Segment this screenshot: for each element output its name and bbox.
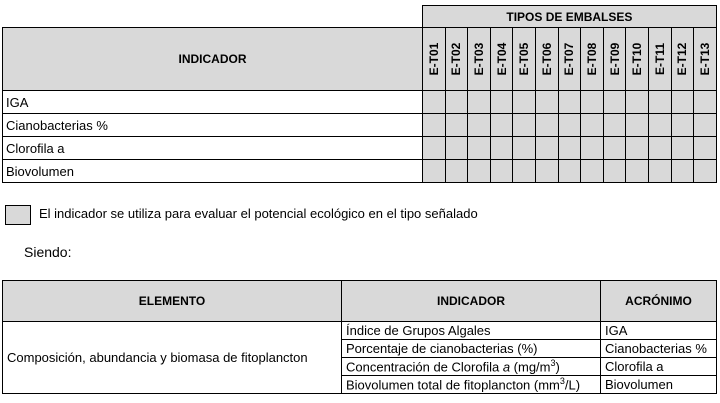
acronimo-header: ACRÓNIMO [601,281,717,322]
marked-cell [445,114,468,137]
marked-cell [694,137,717,160]
marked-cell [581,160,604,183]
marked-cell [423,114,446,137]
indicador-col-header: INDICADOR [342,281,601,322]
type-header [468,28,491,91]
siendo-label: Siendo: [24,244,72,260]
type-label: E-T06 [539,42,554,76]
type-header [694,28,717,91]
marked-cell [513,160,536,183]
indicador-superscript: 3 [559,376,565,387]
marked-cell [423,137,446,160]
type-label: E-T10 [630,42,645,76]
indicador-cell: Porcentaje de cianobacterias (%) [342,340,601,358]
indicador-text: Biovolumen total de fitoplancton (mm [346,377,560,393]
marked-cell [603,91,626,114]
type-label: E-T07 [562,42,577,76]
marked-cell [671,160,694,183]
marked-cell [490,114,513,137]
marked-cell [648,160,671,183]
type-label: E-T08 [584,42,599,76]
indicator-label: Biovolumen [3,160,423,183]
marked-cell [648,137,671,160]
type-header [603,28,626,91]
indicators-table [2,280,717,394]
acronimo-cell: Clorofila a [601,358,717,376]
marked-cell [490,91,513,114]
marked-cell [558,160,581,183]
type-label: E-T02 [449,42,464,76]
marked-cell [445,160,468,183]
marked-cell [603,160,626,183]
marked-cell [581,114,604,137]
marked-cell [535,160,558,183]
indicador-header: INDICADOR [3,28,423,91]
marked-cell [558,137,581,160]
marked-cell [468,137,491,160]
indicador-cell: Índice de Grupos Algales [342,322,601,340]
marked-cell [490,137,513,160]
indicador-text: ) [555,359,560,375]
type-label: E-T01 [426,42,441,76]
indicador-cell [342,376,601,394]
type-header [490,28,513,91]
acronimo-cell: Cianobacterias % [601,340,717,358]
elemento-header: ELEMENTO [3,281,342,322]
table-row [3,114,717,137]
marked-cell [513,114,536,137]
marked-cell [581,91,604,114]
type-header [626,28,649,91]
marked-cell [445,91,468,114]
type-header [648,28,671,91]
marked-cell [648,114,671,137]
indicador-text: (mg/m [510,359,551,375]
indicador-text: Concentración de Clorofila [346,359,503,375]
tipos-header: TIPOS DE EMBALSES [423,6,717,28]
types-table [2,5,717,183]
marked-cell [468,160,491,183]
type-label: E-T05 [517,42,532,76]
elemento-cell: Composición, abundancia y biomasa de fitoplancton [3,322,342,394]
marked-cell [423,160,446,183]
type-header [423,28,446,91]
indicator-label: IGA [3,91,423,114]
marked-cell [603,114,626,137]
marked-cell [535,137,558,160]
marked-cell [694,114,717,137]
type-header [535,28,558,91]
marked-cell [694,160,717,183]
indicator-label: Cianobacterias % [3,114,423,137]
table-row [3,91,717,114]
type-label: E-T09 [607,42,622,76]
indicador-cell [342,358,601,376]
marked-cell [558,114,581,137]
acronimo-cell: IGA [601,322,717,340]
type-header [581,28,604,91]
marked-cell [626,114,649,137]
marked-cell [626,91,649,114]
indicador-italic: a [502,359,511,375]
blank-corner [3,6,423,28]
marked-cell [648,91,671,114]
indicator-label: Clorofila a [3,137,423,160]
marked-cell [445,137,468,160]
legend-swatch [5,205,31,225]
type-label: E-T03 [471,42,486,76]
table-row [3,137,717,160]
marked-cell [558,91,581,114]
marked-cell [603,137,626,160]
marked-cell [671,137,694,160]
type-header [671,28,694,91]
marked-cell [626,160,649,183]
marked-cell [671,91,694,114]
type-header [558,28,581,91]
indicador-text: /L) [564,377,581,393]
marked-cell [535,91,558,114]
indicador-superscript: 3 [550,358,556,369]
marked-cell [468,114,491,137]
marked-cell [694,91,717,114]
marked-cell [581,137,604,160]
marked-cell [423,91,446,114]
marked-cell [490,160,513,183]
marked-cell [626,137,649,160]
marked-cell [671,114,694,137]
marked-cell [468,91,491,114]
marked-cell [513,91,536,114]
table-row [3,160,717,183]
marked-cell [535,114,558,137]
type-label: E-T04 [494,42,509,76]
acronimo-cell: Biovolumen [601,376,717,394]
type-label: E-T13 [697,42,712,76]
type-label: E-T12 [675,42,690,76]
marked-cell [513,137,536,160]
type-label: E-T11 [652,42,667,76]
legend-text: El indicador se utiliza para evaluar el potencial ecológico en el tipo señalado [39,206,478,221]
type-header [513,28,536,91]
type-header [445,28,468,91]
